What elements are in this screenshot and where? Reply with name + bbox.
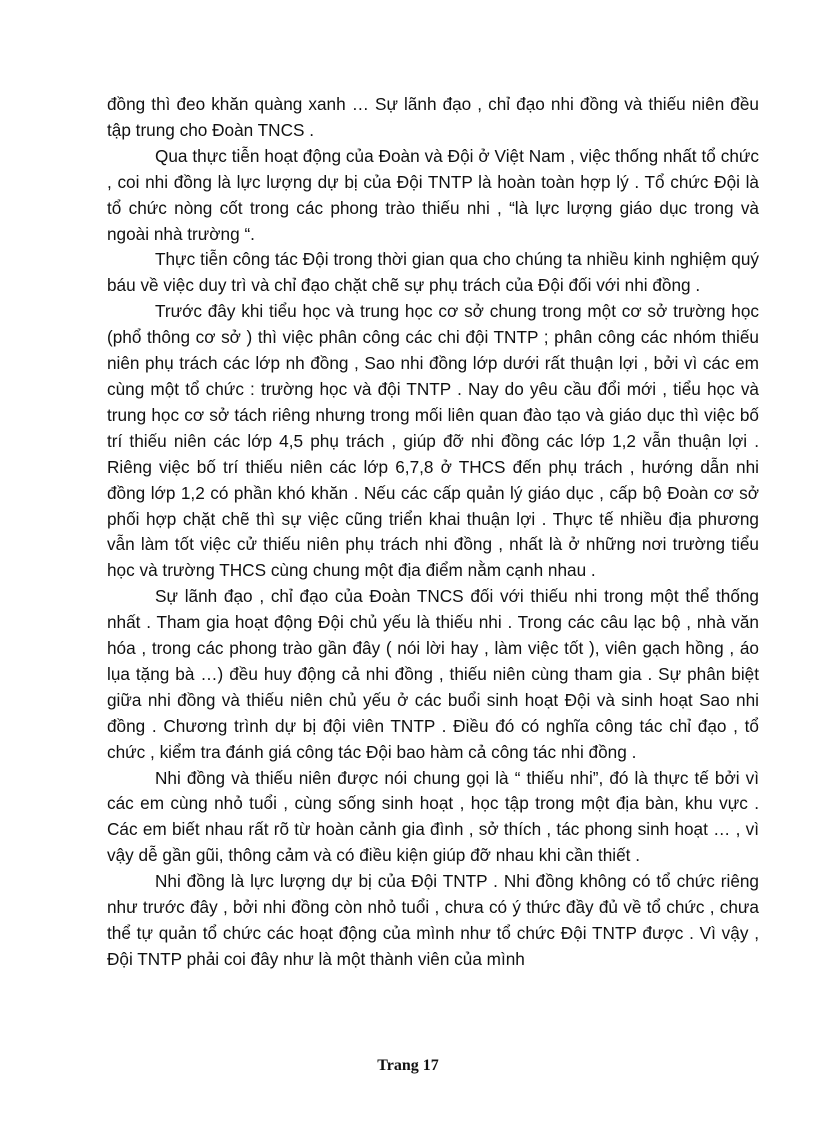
paragraph: Sự lãnh đạo , chỉ đạo của Đoàn TNCS đối với thiếu nhi trong một thể thống nhất . Tham gia hoạt động Đội chủ yếu là thiếu nhi . Trong các câu lạc bộ , nhà văn hóa , trong các phong trào gần đây ( nói lời hay , làm việc tốt ), viên gạch hồng , áo lụa tặng bà …) đều huy động cả nhi đồng , thiếu niên cùng tham gia . Sự phân biệt giữa nhi đồng và thiếu niên chủ yếu ở các buổi sinh hoạt Đội và sinh hoạt Sao nhi đồng . Chương trình dự bị đội viên TNTP . Điều đó có nghĩa công tác chỉ đạo , tổ chức , kiểm tra đánh giá công tác Đội bao hàm cả công tác nhi đồng .	[107, 586, 759, 762]
paragraph: Nhi đồng và thiếu niên được nói chung gọi là “ thiếu nhi”, đó là thực tế bởi vì các em cùng nhỏ tuổi , cùng sống sinh hoạt , học tập trong một địa bàn, khu vực . Các em biết nhau rất rõ từ hoàn cảnh gia đình , sở thích , tác phong sinh hoạt … , vì vậy dễ gần gũi, thông cảm và có điều kiện giúp đỡ nhau khi cần thiết .	[107, 767, 759, 866]
document-body	[107, 92, 759, 973]
paragraph: Thực tiễn công tác Đội trong thời gian qua cho chúng ta nhiều kinh nghiệm quý báu về việc duy trì và chỉ đạo chặt chẽ sự phụ trách của Đội đối với nhi đồng .	[107, 249, 759, 296]
paragraph: đồng thì đeo khăn quàng xanh … Sự lãnh đạo , chỉ đạo nhi đồng và thiếu niên đều tập trung cho Đoàn TNCS .	[107, 94, 759, 140]
paragraph: Trước đây khi tiểu học và trung học cơ sở chung trong một cơ sở trường học (phổ thông cơ sở ) thì việc phân công các chi đội TNTP ; phân công các nhóm thiếu niên phụ trách các lớp nh đồng , Sao nhi đồng lớp dưới rất thuận lợi , bởi vì các em cùng một tổ chức : trường học và đội TNTP . Nay do yêu cầu đổi mới , tiểu học và trung học cơ sở tách riêng nhưng trong mối liên quan đào tạo và giáo dục thì việc bố trí thiếu niên các lớp 4,5 phụ trách , giúp đỡ nhi đồng các lớp 1,2 vẫn thuận lợi . Riêng việc bố trí thiếu niên các lớp 6,7,8 ở THCS đến phụ trách , hướng dẫn nhi đồng lớp 1,2 có phần khó khăn . Nếu các cấp quản lý giáo dục , cấp bộ Đoàn cơ sở phối hợp chặt chẽ thì sự việc cũng triển khai thuận lợi . Thực tế nhiều địa phương vẫn làm tốt việc cử thiếu niên phụ trách nhi đồng , nhất là ở những nơi trường tiểu học và trường THCS cùng chung một địa điểm nằm cạnh nhau .	[107, 301, 759, 581]
paragraph: Qua thực tiễn hoạt động của Đoàn và Đội ở Việt Nam , việc thống nhất tổ chức , coi nhi đồng là lực lượng dự bị của Đội TNTP là hoàn toàn hợp lý . Tổ chức Đội là tổ chức nòng cốt trong các phong trào thiếu nhi , “là lực lượng giáo dục trong và ngoài nhà trường “.	[107, 145, 759, 244]
paragraph: Nhi đồng là lực lượng dự bị của Đội TNTP . Nhi đồng không có tổ chức riêng như trước đây , bởi nhi đồng còn nhỏ tuổi , chưa có ý thức đầy đủ về tổ chức , chưa thể tự quản tổ chức các hoạt động của mình như tổ chức Đội TNTP được . Vì vậy , Đội TNTP phải coi đây như là một thành viên của mình	[107, 871, 759, 969]
page-number: Trang 17	[377, 1057, 439, 1074]
